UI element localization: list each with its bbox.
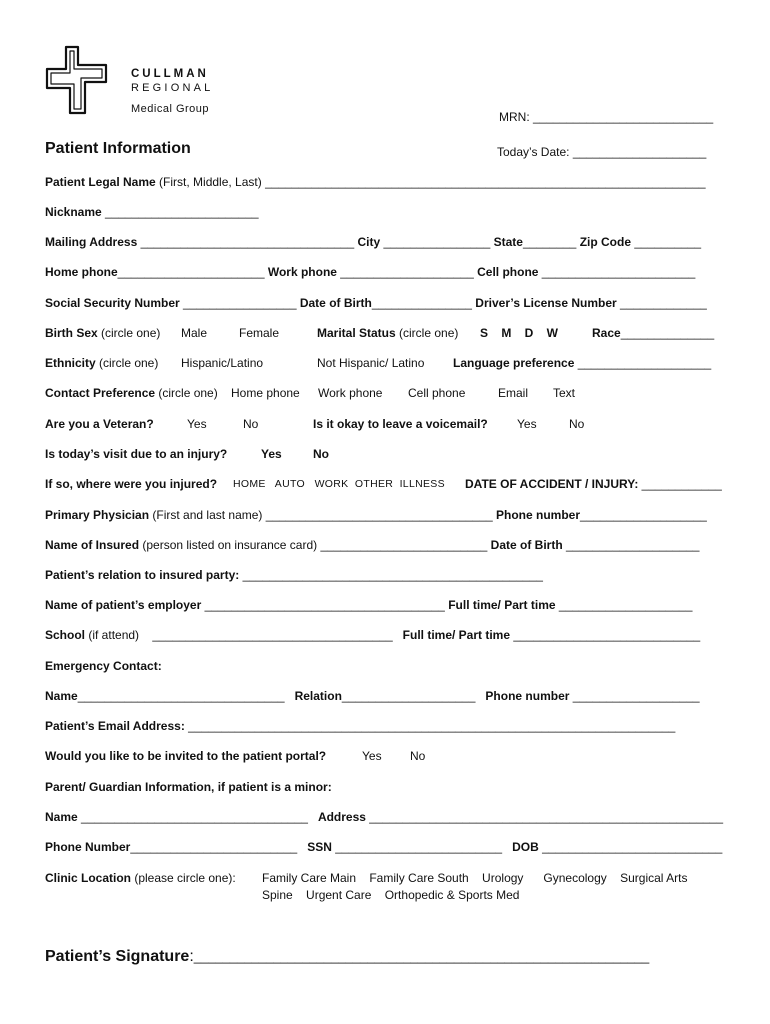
race-field[interactable]: ______________ — [620, 326, 715, 340]
home-phone-label: Home phone — [45, 265, 118, 279]
signature-colon: : — [189, 948, 194, 965]
insured-dob-label: Date of Birth — [490, 538, 563, 552]
page-title: Patient Information — [45, 140, 191, 157]
employer-label: Name of patient’s employer — [45, 598, 202, 612]
injury-row — [45, 447, 227, 461]
accident-date-field[interactable]: ____________ — [638, 477, 722, 491]
employer-row — [45, 598, 692, 612]
physician-note: (First and last name) — [149, 508, 266, 522]
race-label: Race — [592, 326, 621, 340]
school-ft-field[interactable]: ____________________________ — [510, 628, 701, 642]
injured-where-row — [45, 477, 217, 491]
ssn-label: Social Security Number — [45, 296, 180, 310]
dob-field[interactable]: _______________ — [371, 296, 476, 310]
language-field[interactable]: ____________________ — [574, 356, 712, 370]
birth-sex-row — [45, 326, 160, 340]
signature-field[interactable]: _______________________________________________________________ — [193, 949, 650, 964]
ssn-row — [45, 296, 707, 310]
dob-label: Date of Birth — [299, 296, 372, 310]
pref-email-option[interactable]: Email — [498, 386, 529, 400]
cell-phone-field[interactable]: _______________________ — [538, 265, 696, 279]
pref-text-option[interactable]: Text — [553, 386, 576, 400]
employer-field[interactable]: ____________________________________ — [201, 598, 449, 612]
injury-label: Is today’s visit due to an injury? — [45, 447, 228, 461]
injury-yes-option[interactable]: Yes — [261, 447, 282, 461]
clinic-label: Clinic Location — [45, 871, 132, 885]
nickname-field[interactable]: _______________________ — [101, 205, 259, 219]
male-option[interactable]: Male — [181, 326, 208, 340]
physician-phone-label: Phone number — [496, 508, 581, 522]
not-hispanic-option[interactable]: Not Hispanic/ Latino — [317, 356, 425, 370]
emergency-row — [45, 689, 700, 703]
insured-dob-field[interactable]: ____________________ — [562, 538, 700, 552]
marital-options[interactable]: S M D W — [480, 326, 558, 340]
contact-preference-note: (circle one) — [155, 386, 218, 400]
birth-sex-label: Birth Sex — [45, 326, 98, 340]
email-label: Patient’s Email Address: — [45, 719, 185, 733]
state-label: State — [493, 235, 523, 249]
guardian-name-label: Name — [45, 810, 78, 824]
relation-field[interactable]: _____________________________________________ — [239, 568, 543, 582]
signature-row — [45, 948, 649, 966]
emergency-phone-label: Phone number — [485, 689, 570, 703]
accident-date-row — [465, 477, 722, 491]
clinic-options-line1[interactable]: Family Care Main Family Care South Urology Gynecology Surgical Arts — [262, 871, 688, 885]
ethnicity-note: (circle one) — [95, 356, 159, 370]
emergency-name-label: Name — [45, 689, 78, 703]
birth-sex-note: (circle one) — [97, 326, 161, 340]
guardian-ssn-field[interactable]: _________________________ — [331, 840, 513, 854]
nickname-row — [45, 205, 259, 219]
emergency-heading: Emergency Contact: — [45, 659, 162, 673]
marital-status-label: Marital Status — [317, 326, 396, 340]
physician-field[interactable]: __________________________________ — [265, 508, 497, 522]
drivers-license-field[interactable]: _____________ — [616, 296, 707, 310]
guardian-ssn-label: SSN — [307, 840, 332, 854]
contact-preference-label: Contact Preference — [45, 386, 156, 400]
language-row — [453, 356, 711, 370]
legal-name-field[interactable]: __________________________________________________________________ — [265, 175, 706, 189]
work-phone-field[interactable]: ____________________ — [336, 265, 478, 279]
veteran-yes-option[interactable]: Yes — [187, 417, 207, 431]
emergency-phone-field[interactable]: ___________________ — [569, 689, 700, 703]
guardian-phone-field[interactable]: _________________________ — [130, 840, 308, 854]
physician-label: Primary Physician — [45, 508, 150, 522]
mailing-label: Mailing Address — [45, 235, 138, 249]
todays-date-field[interactable]: Today’s Date: ____________________ — [497, 145, 707, 159]
clinic-note: (please circle one): — [131, 871, 236, 885]
logo-line3: Medical Group — [131, 103, 210, 115]
portal-yes-option[interactable]: Yes — [362, 749, 382, 763]
guardian-phone-row — [45, 840, 722, 854]
portal-no-option[interactable]: No — [410, 749, 426, 763]
voicemail-yes-option[interactable]: Yes — [517, 417, 537, 431]
state-field[interactable]: ________ — [522, 235, 580, 249]
insured-label: Name of Insured — [45, 538, 140, 552]
zip-field[interactable]: __________ — [631, 235, 702, 249]
emergency-relation-field[interactable]: ____________________ — [341, 689, 486, 703]
city-field[interactable]: ________________ — [380, 235, 494, 249]
guardian-address-label: Address — [317, 810, 366, 824]
employer-ft-field[interactable]: ____________________ — [555, 598, 693, 612]
guardian-dob-label: DOB — [512, 840, 539, 854]
veteran-label: Are you a Veteran? — [45, 417, 154, 431]
phones-row — [45, 265, 695, 279]
school-row — [45, 628, 700, 642]
accident-date-label: DATE OF ACCIDENT / INJURY: — [465, 477, 639, 491]
mailing-field[interactable]: ________________________________ — [137, 235, 358, 249]
drivers-license-label: Driver’s License Number — [475, 296, 617, 310]
mailing-row — [45, 235, 701, 249]
portal-label: Would you like to be invited to the patient portal? — [45, 749, 327, 763]
insured-field[interactable]: _________________________ — [320, 538, 491, 552]
guardian-dob-field[interactable]: ___________________________ — [538, 840, 723, 854]
portal-row — [45, 749, 326, 763]
signature-label: Patient’s Signature — [45, 948, 190, 965]
school-field[interactable]: ____________________________________ — [139, 628, 403, 642]
cell-phone-label: Cell phone — [477, 265, 539, 279]
school-label: School — [45, 628, 86, 642]
email-field[interactable]: _________________________________________________________________________ — [184, 719, 676, 733]
veteran-no-option[interactable]: No — [243, 417, 259, 431]
mrn-field[interactable]: MRN: ___________________________ — [499, 110, 714, 124]
ssn-field[interactable]: _________________ — [179, 296, 300, 310]
veteran-row — [45, 417, 154, 431]
city-label: City — [357, 235, 381, 249]
ethnicity-label: Ethnicity — [45, 356, 96, 370]
language-label: Language preference — [453, 356, 575, 370]
school-note: (if attend) — [85, 628, 140, 642]
emergency-name-field[interactable]: _______________________________ — [77, 689, 295, 703]
legal-name-note: (First, Middle, Last) — [155, 175, 266, 189]
voicemail-no-option[interactable]: No — [569, 417, 585, 431]
injury-no-option[interactable]: No — [313, 447, 329, 461]
relation-label: Patient’s relation to insured party: — [45, 568, 240, 582]
female-option[interactable]: Female — [239, 326, 280, 340]
employer-ft-label: Full time/ Part time — [448, 598, 556, 612]
school-ft-label: Full time/ Part time — [402, 628, 511, 642]
clinic-options-line2[interactable]: Spine Urgent Care Orthopedic & Sports Med — [262, 888, 520, 902]
pref-home-phone-option[interactable]: Home phone — [231, 386, 300, 400]
pref-cell-phone-option[interactable]: Cell phone — [408, 386, 466, 400]
guardian-phone-label: Phone Number — [45, 840, 131, 854]
injury-location-options[interactable]: HOME AUTO WORK OTHER ILLNESS — [233, 478, 445, 490]
voicemail-label: Is it okay to leave a voicemail? — [313, 417, 488, 431]
clinic-row — [45, 871, 236, 885]
insured-row — [45, 538, 699, 552]
relation-row — [45, 568, 543, 582]
work-phone-label: Work phone — [267, 265, 337, 279]
race-row — [592, 326, 714, 340]
ethnicity-row — [45, 356, 158, 370]
zip-label: Zip Code — [579, 235, 632, 249]
logo-line1: CULLMAN — [131, 68, 209, 80]
contact-preference-row — [45, 386, 218, 400]
home-phone-field[interactable]: ______________________ — [117, 265, 268, 279]
marital-status-note: (circle one) — [395, 326, 459, 340]
marital-status-row — [317, 326, 458, 340]
legal-name-row — [45, 175, 706, 189]
injured-where-label: If so, where were you injured? — [45, 477, 218, 491]
physician-phone-field[interactable]: ___________________ — [580, 508, 707, 522]
legal-name-label: Patient Legal Name — [45, 175, 156, 189]
email-row — [45, 719, 675, 733]
hispanic-option[interactable]: Hispanic/Latino — [181, 356, 264, 370]
cross-logo-icon — [44, 44, 124, 116]
guardian-address-field[interactable]: _____________________________________________________ — [365, 810, 724, 824]
emergency-relation-label: Relation — [294, 689, 342, 703]
logo-line2: REGIONAL — [131, 82, 214, 94]
guardian-heading: Parent/ Guardian Information, if patient is a minor: — [45, 780, 332, 794]
nickname-label: Nickname — [45, 205, 102, 219]
guardian-name-row — [45, 810, 723, 824]
guardian-name-field[interactable]: __________________________________ — [77, 810, 318, 824]
insured-note: (person listed on insurance card) — [139, 538, 321, 552]
physician-row — [45, 508, 707, 522]
pref-work-phone-option[interactable]: Work phone — [318, 386, 383, 400]
